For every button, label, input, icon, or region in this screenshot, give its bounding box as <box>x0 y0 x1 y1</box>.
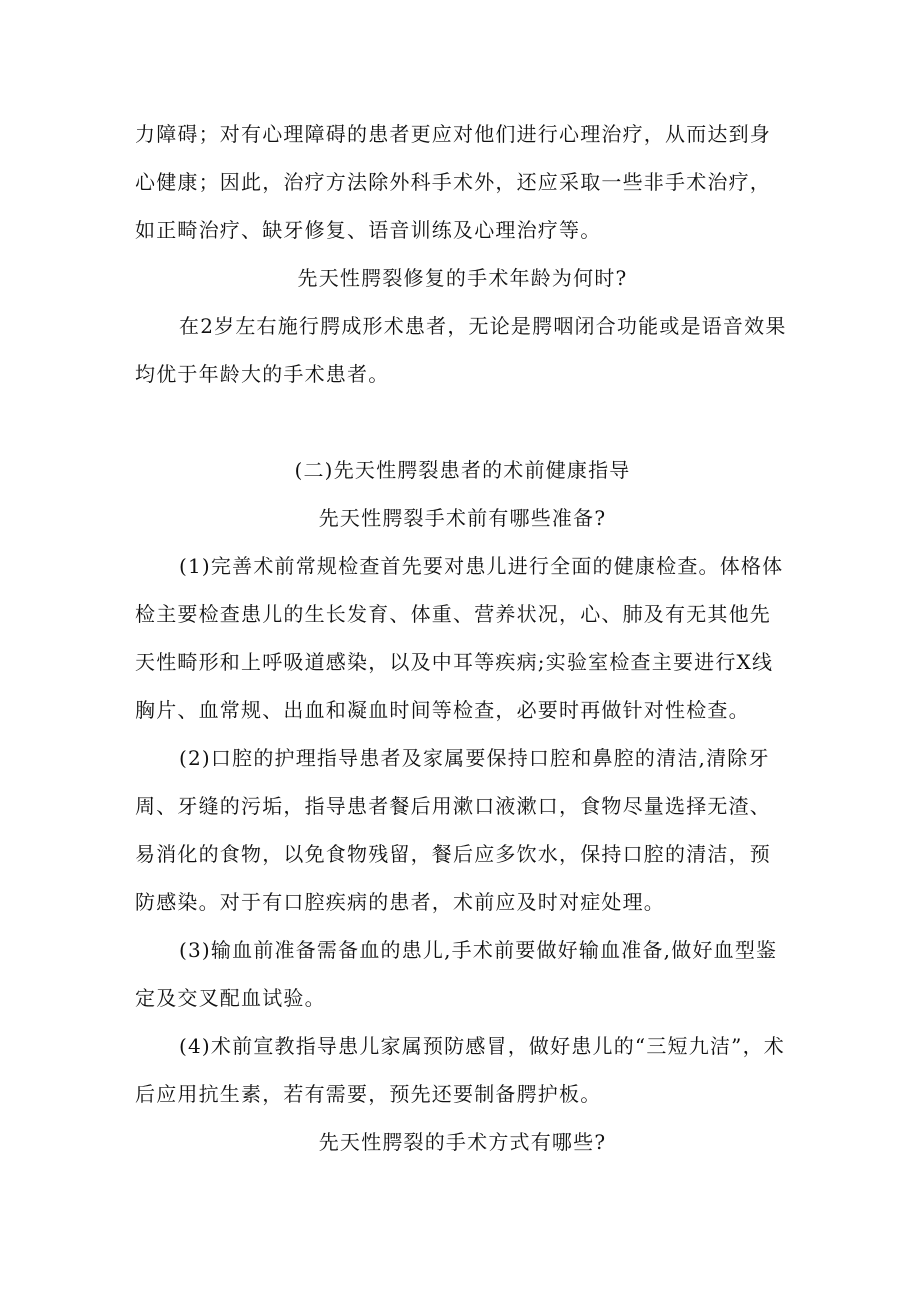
question-surgery-age: 先天性腭裂修复的手术年龄为何时? <box>297 266 628 290</box>
section-title-preoperative-guidance: (二)先天性腭裂患者的术前健康指导 <box>294 458 631 482</box>
paragraph-treatment-methods: 力障碍；对有心理障碍的患者更应对他们进行心理治疗，从而达到身心健康；因此，治疗方法除外科手术外，还应采取一些非手术治疗，如正畸治疗、缺牙修复、语音训练及心理治疗等。 <box>135 122 771 242</box>
paragraph-preoperative-education: (4)术前宣教指导患儿家属预防感冒，做好患儿的“三短九洁”，术后应用抗生素，若有需要，预先还要制备腭护板。 <box>135 1034 785 1106</box>
paragraph-surgery-age-answer: 在2岁左右施行腭成形术患者，无论是腭咽闭合功能或是语音效果均优于年龄大的手术患者。 <box>135 314 787 386</box>
paragraph-preoperative-examination: (1)完善术前常规检查首先要对患儿进行全面的健康检查。体格体检主要检查患儿的生长发育、体重、营养状况，心、肺及有无其他先天性畸形和上呼吸道感染，以及中耳等疾病;实验室检查主要进行X线胸片、血常规、出血和凝血时间等检查，必要时再做针对性检查。 <box>135 554 784 722</box>
question-surgical-methods: 先天性腭裂的手术方式有哪些? <box>318 1130 607 1154</box>
paragraph-blood-preparation: (3)输血前准备需备血的患儿,手术前要做好输血准备,做好血型鉴定及交叉配血试验。 <box>135 938 778 1010</box>
question-preoperative-preparation: 先天性腭裂手术前有哪些准备? <box>318 506 607 530</box>
paragraph-oral-care: (2)口腔的护理指导患者及家属要保持口腔和鼻腔的清洁,清除牙周、牙缝的污垢，指导患者餐后用漱口液漱口，食物尽量选择无渣、易消化的食物，以免食物残留，餐后应多饮水，保持口腔的清洁，预防感染。对于有口腔疾病的患者，术前应及时对症处理。 <box>135 746 771 914</box>
